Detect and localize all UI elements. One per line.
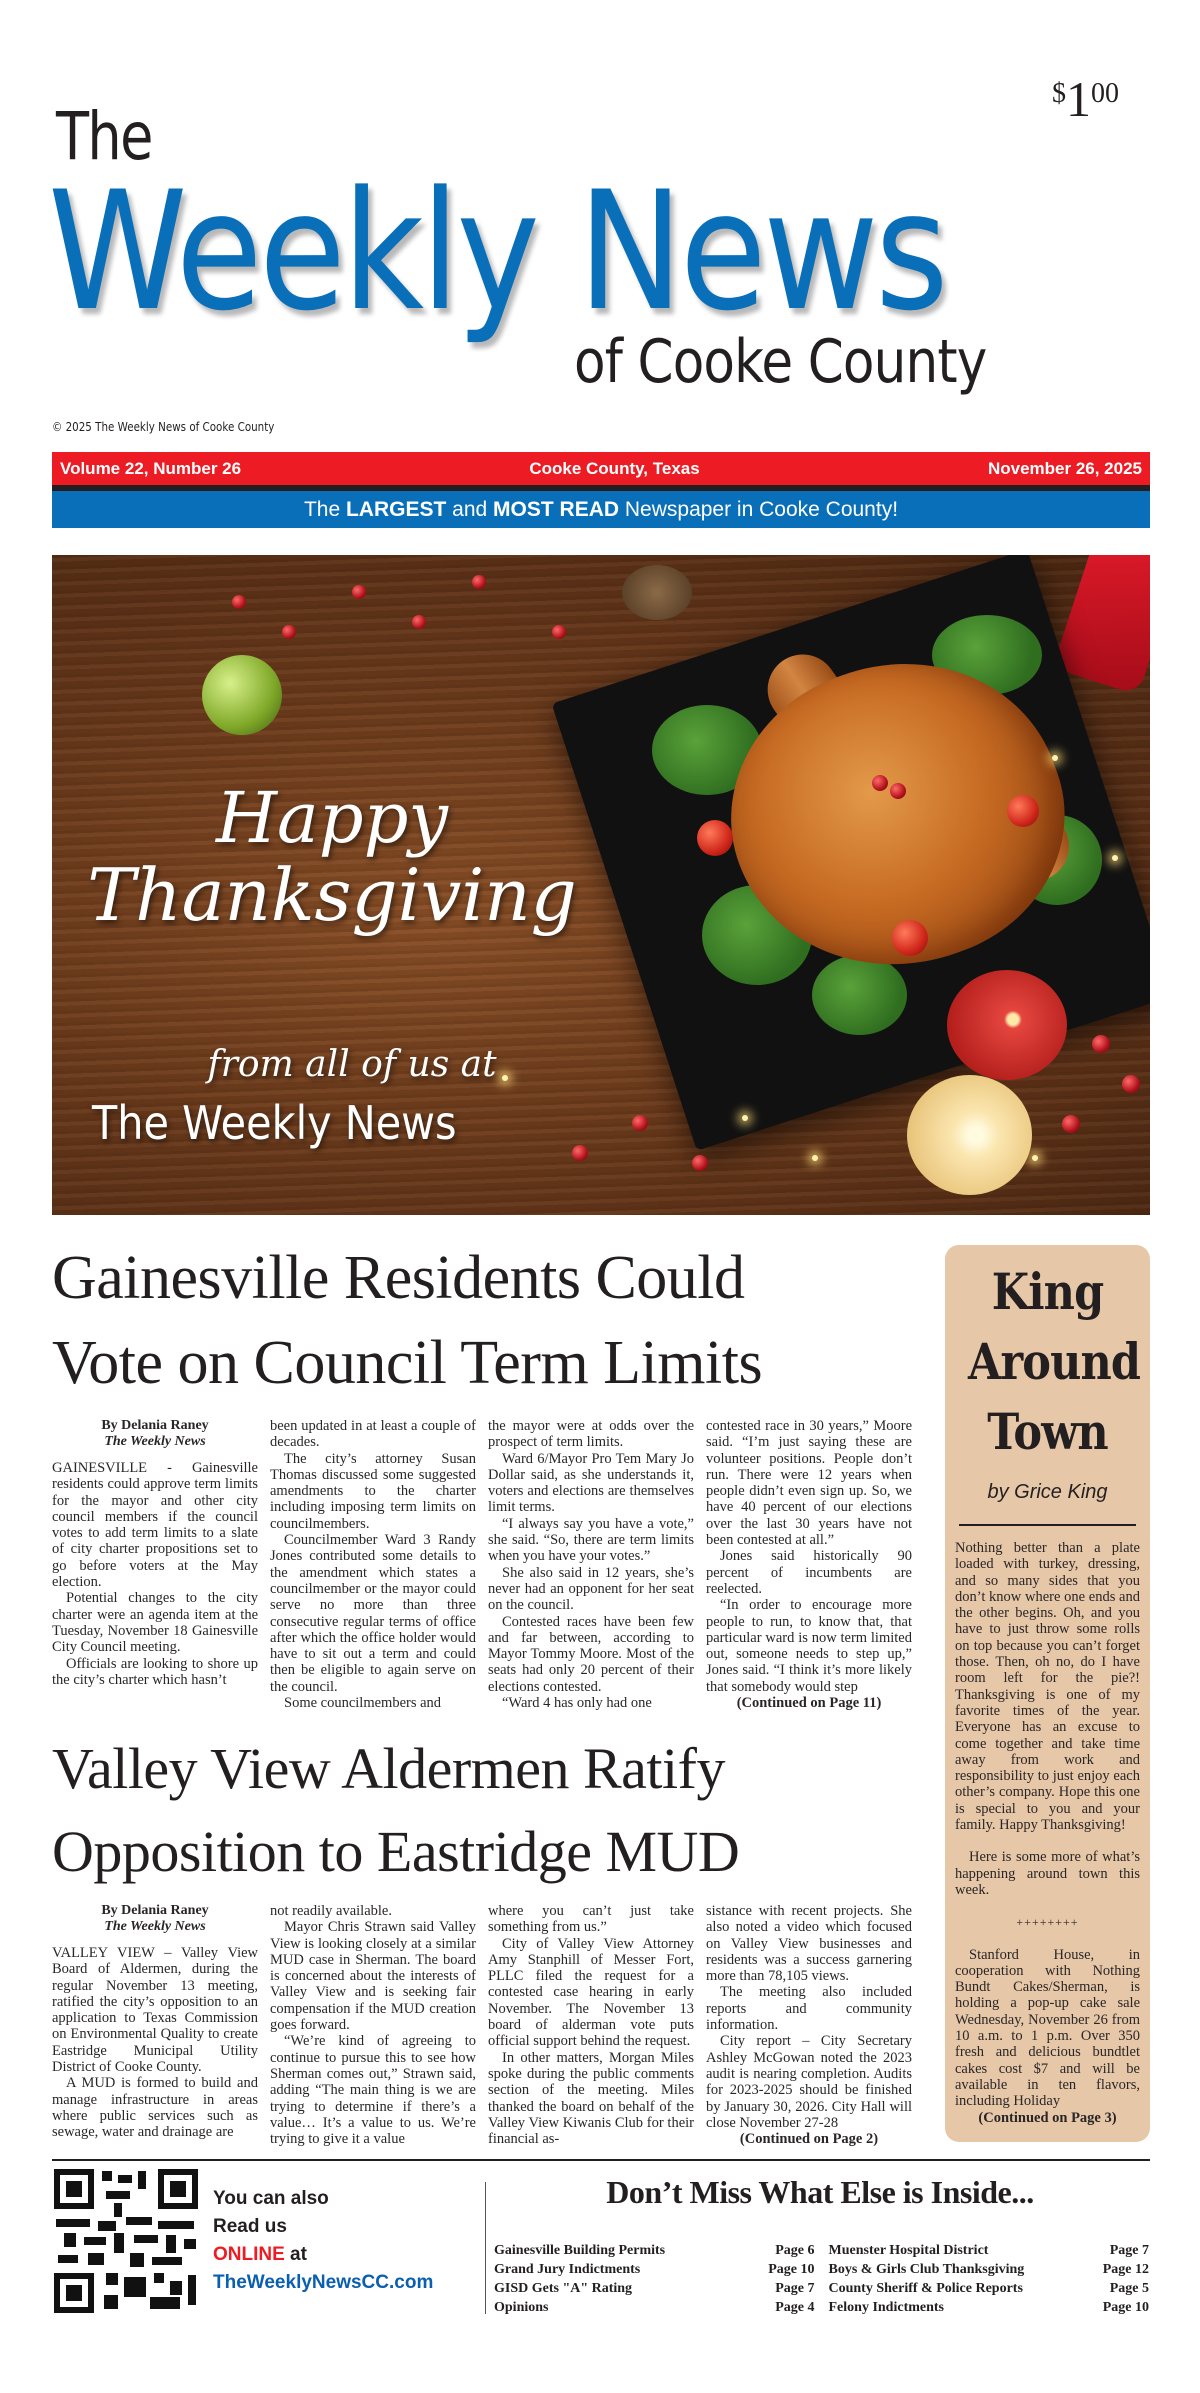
paragraph: Jones said historically 90 percent of incumbents are reelected. (706, 1548, 912, 1597)
paragraph: sistance with recent projects. She also noted a video which focused on Valley View businesses and residents was a success garnering more than 78,105 views. (706, 1903, 912, 1985)
broccoli (812, 955, 907, 1035)
paragraph: “Ward 4 has only had one (502, 1695, 652, 1712)
index-item-label: GISD Gets "A" Rating (494, 2281, 633, 2296)
footer-vertical-divider (485, 2182, 486, 2314)
king-around-town-column (945, 1245, 1150, 2142)
qr-module (58, 2255, 78, 2263)
qr-module (134, 2235, 158, 2243)
column-divider (959, 1524, 1136, 1526)
price (1052, 71, 1119, 127)
paragraph: City of Valley View Attorney Amy Stanphill of Messer Fort, PLLC filed the request for a contested case hearing in early November. The November 13 board of alderman vote puts official support behind the request. (488, 1935, 694, 2050)
index-item-page: Page 12 (1102, 2262, 1149, 2277)
tagline-band (52, 491, 1150, 528)
index-item-gisd-rating[interactable] (494, 2279, 815, 2298)
qr-module (158, 2221, 194, 2229)
hero-happy: Happy (216, 777, 448, 859)
issue-date: November 26, 2025 (987, 458, 1142, 478)
tomato (1007, 795, 1039, 827)
headline-line: Opposition to Eastridge MUD (52, 1819, 740, 1884)
qr-module (152, 2257, 182, 2265)
qr-module (124, 2277, 146, 2297)
article-valley-view-body (52, 1903, 912, 2147)
berry (692, 1155, 708, 1171)
hero-thanksgiving-photo (52, 555, 1150, 1215)
column-title-line: King (991, 1262, 1104, 1321)
green-ornament (202, 655, 282, 735)
berry (412, 615, 426, 629)
promo-at: at (284, 2244, 307, 2265)
tomato (892, 920, 928, 956)
tomato (697, 820, 733, 856)
white-candle (907, 1075, 1032, 1195)
article-column (488, 1903, 694, 2147)
paragraph: the mayor were at odds over the prospect of term limits. (488, 1418, 694, 1451)
paragraph: not readily available. (270, 1903, 392, 1919)
continued-link[interactable]: (Continued on Page 11) (736, 1695, 882, 1712)
qr-module (104, 2295, 118, 2309)
berry (282, 625, 296, 639)
index-item-gainesville-building-permits[interactable] (494, 2241, 815, 2260)
paragraph: VALLEY VIEW – Valley View Board of Aldermen, during the regular November 13 meeting, ratified the city’s opposition to an application to Texas Commission on Environmental Quality to create Eastridge Municipal Utility District of Cooke County. (52, 1945, 258, 2076)
article-gainesville-headline (52, 1236, 762, 1406)
index-item-page: Page 10 (768, 2262, 815, 2277)
qr-finder (158, 2169, 198, 2209)
tagline-bold-most-read: MOST READ (493, 497, 620, 521)
qr-module (126, 2217, 152, 2225)
qr-code[interactable] (54, 2169, 198, 2313)
berry (632, 1115, 648, 1131)
qr-module (154, 2273, 164, 2283)
qr-module (150, 2297, 180, 2309)
qr-module (118, 2175, 132, 2183)
promo-line: You can also (213, 2188, 329, 2209)
qr-finder (54, 2169, 94, 2209)
issue-info-band (52, 452, 1150, 485)
masthead-the: The (56, 98, 152, 175)
qr-module (56, 2219, 90, 2227)
paragraph: Mayor Chris Strawn said Valley View is looking closely at a similar MUD case in Sherman. The board is concerned about the interests of Valley View and is seeking fair compensation if the MUD creation goes forward. (270, 1919, 476, 2034)
qr-module (88, 2253, 104, 2265)
berry (1062, 1115, 1080, 1133)
qr-module (106, 2273, 118, 2285)
index-item-page: Page 10 (1102, 2300, 1149, 2315)
paragraph: The city’s attorney Susan Thomas discussed some suggested amendments to the charter including imposing term limits on councilmembers. (270, 1450, 476, 1532)
fairy-light (1052, 755, 1058, 761)
index-item-label: Opinions (494, 2300, 549, 2315)
price-whole: 1 (1066, 71, 1091, 127)
qr-module (184, 2239, 196, 2249)
qr-module (102, 2171, 112, 2181)
berry (872, 775, 888, 791)
hero-thanksgiving: Thanksgiving (87, 853, 577, 937)
promo-line (213, 2241, 433, 2269)
paragraph: where you can’t just take something from us.” (488, 1903, 694, 1936)
qr-module (188, 2275, 196, 2305)
berry (890, 783, 906, 799)
index-item-label: County Sheriff & Police Reports (828, 2281, 1023, 2296)
paragraph: Stanford House, in cooperation with Nothing Bundt Cakes/Sherman, is holding a pop-up cake sale Wednesday, November 26 from 10 a.m. to 1 p.m. Over 350 fresh and delicious bundtlet cakes cost $7 and will be available in ten flavors, including Holiday (955, 1946, 1140, 2110)
fairy-light (812, 1155, 818, 1161)
article-gainesville-body (52, 1418, 912, 1711)
location: Cooke County, Texas (529, 458, 700, 478)
qr-module (138, 2171, 146, 2189)
index-item-page: Page 7 (775, 2281, 815, 2296)
inside-index-list (494, 2241, 1149, 2317)
paragraph: A MUD is formed to build and manage infrastructure in areas where public services such as sewage, water and drainage are (52, 2075, 258, 2141)
byline-org: The Weekly News (104, 1434, 206, 1449)
column-title-line: Town (987, 1402, 1108, 1461)
berry (572, 1145, 588, 1161)
qr-module (114, 2233, 124, 2253)
hero-paper-name: The Weekly News (92, 1096, 457, 1150)
index-item-label: Grand Jury Indictments (494, 2262, 641, 2277)
paragraph: “In order to encourage more people to run, to know that, that particular ward is now term limited out, someone needs to step up,” Jones said. “I think it’s more likely that somebody would step (706, 1597, 912, 1695)
qr-module (166, 2235, 176, 2253)
byline-author: By Delania Raney (101, 1418, 209, 1433)
index-item-label: Gainesville Building Permits (494, 2243, 666, 2258)
paragraph: Councilmember Ward 3 Randy Jones contributed some details to the amendment which states a councilmember or the mayor could serve no more than three consecutive regular terms of office after which the office holder would have to sit out a term and could then be eligible to again serve on the council. (270, 1532, 476, 1695)
headline-line: Valley View Aldermen Ratify (52, 1736, 725, 1801)
index-item-boys-girls-club[interactable] (829, 2260, 1150, 2279)
price-cents: 00 (1091, 78, 1119, 109)
berry (472, 575, 486, 589)
index-item-label: Muenster Hospital District (828, 2243, 989, 2258)
index-item-page: Page 7 (1109, 2243, 1149, 2258)
column-title-line: Around (967, 1332, 1141, 1391)
pinecone (622, 565, 692, 620)
index-item-felony-indictments[interactable] (829, 2298, 1150, 2317)
paragraph: been updated in at least a couple of decades. (270, 1418, 476, 1451)
separator: ++++++++ (1016, 1915, 1079, 1930)
index-item-muenster-hospital-district[interactable] (829, 2241, 1150, 2260)
headline-line: Vote on Council Term Limits (52, 1329, 763, 1397)
article-column (52, 1903, 258, 2147)
volume-number: Volume 22, Number 26 (60, 458, 242, 478)
index-item-grand-jury-indictments[interactable] (494, 2260, 815, 2279)
paragraph: Ward 6/Mayor Pro Tem Mary Jo Dollar said, as she understands it, voters and elections are themselves limit terms. (488, 1450, 694, 1516)
byline (52, 1418, 258, 1450)
byline-org: The Weekly News (104, 1919, 206, 1934)
paragraph: In other matters, Morgan Miles spoke during the public comments section of the meeting. Miles thanked the board on behalf of the Valley View Kiwanis Club for their financial as- (488, 2049, 694, 2148)
index-item-page: Page 6 (775, 2243, 815, 2258)
berry (352, 585, 366, 599)
qr-module (84, 2237, 106, 2245)
paragraph: Contested races have been few and far between, according to Mayor Tommy Moore. Most of the seats had only 20 percent of their elections contested. (488, 1613, 694, 1695)
berry (552, 625, 566, 639)
article-column (488, 1418, 694, 1711)
article-valley-view-headline (52, 1727, 739, 1893)
footer-divider (52, 2159, 1150, 2161)
qr-module (64, 2233, 76, 2247)
article-column (706, 1418, 912, 1711)
fairy-light (1112, 855, 1118, 861)
index-item-label: Boys & Girls Club Thanksgiving (828, 2262, 1025, 2277)
red-candle (947, 970, 1067, 1080)
qr-module (106, 2191, 130, 2199)
paragraph: “We’re kind of agreeing to continue to pursue this to see how Sherman comes out,” Strawn said, adding “The main thing is we are trying to determine if there’s a value… It’s a value to us. We’re trying to give it a value (270, 2033, 476, 2148)
index-item-label: Felony Indictments (828, 2300, 944, 2315)
article-column (52, 1418, 258, 1711)
tagline-text: The (303, 497, 346, 521)
read-online-promo (213, 2185, 433, 2297)
qr-module (114, 2203, 122, 2217)
column-body (955, 1540, 1140, 2126)
paragraph: City report – City Secretary Ashley McGowan noted the 2023 audit is nearing completion. Audits for 2023-2025 should be finished by January 30, 2026. City Hall will close November 27-28 (706, 2033, 912, 2131)
index-item-page: Page 5 (1109, 2281, 1149, 2296)
article-column (270, 1418, 476, 1711)
promo-online-word: ONLINE (213, 2244, 285, 2265)
paragraph: Some councilmembers and (284, 1695, 442, 1712)
qr-module (130, 2253, 144, 2267)
paragraph: GAINESVILLE - Gainesville residents could approve term limits for the mayor and other city council members if the council votes to add term limits to a slate of city charter propositions set to go before voters at the May election. (52, 1460, 258, 1591)
article-column (706, 1903, 912, 2147)
price-dollar-sign: $ (1052, 78, 1066, 109)
fairy-light (742, 1115, 748, 1121)
article-column (270, 1903, 476, 2147)
tagline-text: Newspaper in Cooke County! (619, 497, 899, 521)
inside-index-title: Don’t Miss What Else is Inside... (606, 2174, 1034, 2210)
hero-from-all-of-us: from all of us at (207, 1044, 497, 1085)
headline-line: Gainesville Residents Could (52, 1244, 745, 1312)
tagline-text: and (446, 497, 494, 521)
continued-link[interactable]: (Continued on Page 3) (978, 2109, 1117, 2126)
berry (1122, 1075, 1140, 1093)
index-item-page: Page 4 (775, 2300, 815, 2315)
paragraph: Potential changes to the city charter were an agenda item at the Tuesday, November 18 Gainesville City Council meeting. (52, 1590, 258, 1656)
byline-author: By Delania Raney (101, 1903, 209, 1918)
qr-finder (54, 2273, 94, 2313)
paragraph: “I always say you have a vote,” she said. “So, there are term limits when you have your votes.” (488, 1515, 694, 1565)
index-item-opinions[interactable] (494, 2298, 815, 2317)
continued-link[interactable]: (Continued on Page 2) (739, 2131, 879, 2148)
masthead-subtitle: of Cooke County (574, 327, 987, 397)
copyright-notice: © 2025 The Weekly News of Cooke County (52, 420, 275, 434)
promo-line: Read us (213, 2216, 287, 2237)
paragraph: Here is some more of what’s happening around town this week. (955, 1849, 1140, 1898)
website-link[interactable]: TheWeeklyNewsCC.com (213, 2272, 434, 2293)
paragraph: Nothing better than a plate loaded with turkey, dressing, and so many sides that you don’t know where one ends and the other begins. Oh, and you have to just throw some rolls on top because you can’t forget those. Then, oh no, do I have room left for the pie?! Thanksgiving is one of my favorite times of the year. Everyone has an excuse to come together and take time away from work and responsibility to just enjoy each other’s company. Hope this one is special to you and your family. Happy Thanksgiving! (955, 1540, 1140, 1834)
index-item-sheriff-police-reports[interactable] (829, 2279, 1150, 2298)
berry (1092, 1035, 1110, 1053)
column-title (967, 1257, 1141, 1467)
paragraph: She also said in 12 years, she’s never had an opponent for her seat on the council. (488, 1564, 694, 1614)
qr-module (170, 2281, 182, 2295)
byline (52, 1903, 258, 1935)
paragraph: contested race in 30 years,” Moore said. “I’m just saying these are volunteer positions. People don’t run. There were 12 years when people didn’t even sign up. So, we have 40 percent of our elections over the last 30 years have not been contested at all.” (706, 1418, 912, 1549)
paragraph: The meeting also included reports and community information. (706, 1984, 912, 2034)
fairy-light (1032, 1155, 1038, 1161)
paragraph: Officials are looking to shore up the city’s charter which hasn’t (52, 1655, 258, 1688)
berry (232, 595, 246, 609)
tagline-bold-largest: LARGEST (345, 497, 447, 521)
qr-module (98, 2221, 116, 2231)
masthead-title: Weekly News (48, 156, 946, 347)
column-author: by Grice King (987, 1481, 1108, 1503)
